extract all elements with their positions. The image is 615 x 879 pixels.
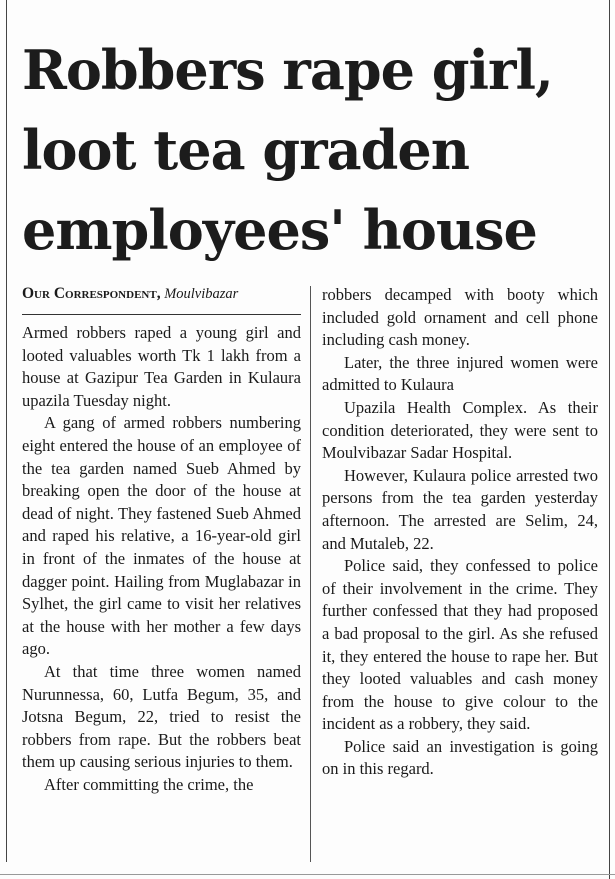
body-paragraph: robbers decamped with booty which included gold ornament and cell phone including cash money. — [322, 285, 598, 350]
left-column — [22, 284, 301, 796]
body-paragraph: Later, the three injured women were admitted to Kulaura — [322, 352, 598, 395]
body-paragraph: Police said an investigation is going on in this regard. — [322, 736, 598, 779]
right-column — [322, 284, 598, 781]
body-paragraph: Police said, they confessed to police of their involvement in the crime. They further confessed that they had proposed a bad proposal to the girl. As she refused it, they entered the house to rape her. But they looted valuables and cash money from the house to give colour to the incident as a robbery, they said. — [322, 556, 598, 734]
body-paragraph: However, Kulaura police arrested two persons from the tea garden yesterday afternoon. The arrested are Selim, 24, and Mutaleb, 22. — [322, 465, 598, 553]
byline-location: Moulvibazar — [164, 286, 239, 302]
body-paragraph: After committing the crime, the — [44, 774, 254, 794]
clipping-left-border — [6, 0, 7, 862]
column-divider — [310, 286, 311, 862]
body-paragraph: Armed robbers raped a young girl and looted valuables worth Tk 1 lakh from a house at Gazipur Tea Garden in Kulaura upazila Tuesday night. — [22, 323, 301, 410]
headline-line: employees' house — [22, 198, 537, 262]
headline — [22, 30, 607, 270]
headline-line: loot tea graden — [22, 118, 469, 182]
byline-author: Our Correspondent, — [22, 285, 161, 302]
clipping-bottom-edge — [0, 874, 615, 875]
byline — [22, 284, 301, 304]
byline-rule — [22, 314, 301, 315]
body-paragraph: At that time three women named Nurunnessa, 60, Lutfa Begum, 35, and Jotsna Begum, 22, tried to resist the robbers from rape. But the robbers beat them up causing serious injuries to them. — [22, 661, 301, 772]
body-paragraph: A gang of armed robbers numbering eight entered the house of an employee of the tea garden named Sueb Ahmed by breaking open the door of the house at dead of night. They fastened Sueb Ahmed and raped his relative, a 16-year-old girl in front of the inmates of the house at dagger point. Hailing from Muglabazar in Sylhet, the girl came to visit her relatives at the house with her mother a few days ago. — [22, 413, 301, 659]
headline-line: Robbers rape girl, — [22, 38, 553, 102]
body-paragraph: Upazila Health Complex. As their condition deteriorated, they were sent to Moulvibazar Sadar Hospital. — [322, 397, 598, 463]
clipping-right-border — [609, 0, 610, 879]
